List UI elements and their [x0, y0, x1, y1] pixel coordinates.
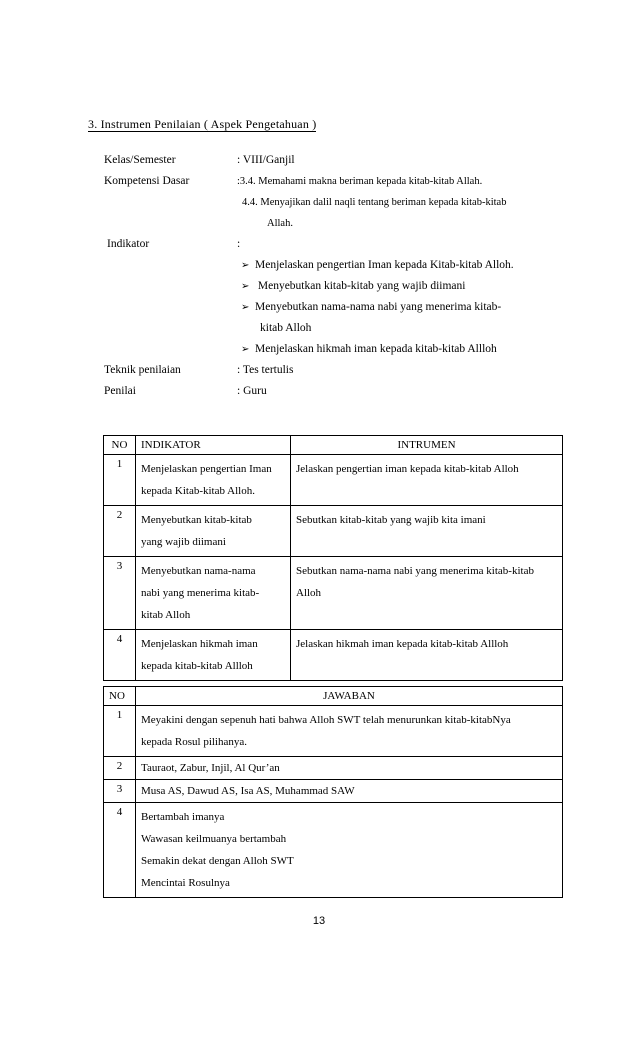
row-instrumen: [291, 557, 563, 630]
cell-line: kitab Alloh: [141, 609, 191, 621]
cell-line: kepada kitab-kitab Allloh: [141, 660, 253, 672]
table-row: [104, 803, 563, 898]
cell-line: Meyakini dengan sepenuh hati bahwa Alloh SWT telah menurunkan kitab-kitabNya: [141, 714, 511, 726]
table-header-row: [104, 687, 563, 706]
table-row: [104, 706, 563, 757]
row-jawaban: [136, 780, 563, 803]
cell-line: Menyebutkan nama-nama: [141, 565, 256, 577]
indikator-item-text: Menyebutkan nama-nama nabi yang menerima kitab-: [255, 301, 502, 313]
cell-line: kepada Kitab-kitab Alloh.: [141, 485, 255, 497]
row-jawaban: [136, 706, 563, 757]
row-indikator: [136, 455, 291, 506]
penilai-label: Penilai: [104, 385, 136, 397]
indikator-item-text: Menyebutkan kitab-kitab yang wajib diimani: [255, 280, 466, 292]
kelas-label: Kelas/Semester: [104, 154, 176, 166]
indikator-item: [104, 255, 564, 276]
row-no: 2: [104, 757, 136, 780]
kd-value-2a: 4.4. Menyajikan dalil naqli tentang beriman kepada kitab-kitab: [242, 197, 507, 208]
meta-row-penilai: [104, 381, 564, 402]
cell-line: kepada Rosul pilihanya.: [141, 736, 248, 748]
kd-label: Kompetensi Dasar: [104, 175, 190, 187]
cell-line: Jelaskan pengertian iman kepada kitab-kitab Alloh: [296, 463, 519, 475]
cell-line: Mencintai Rosulnya: [141, 877, 230, 889]
cell-line: Alloh: [296, 587, 322, 599]
table-row: [104, 506, 563, 557]
row-jawaban: [136, 803, 563, 898]
row-no: 4: [104, 803, 136, 898]
instrument-table: [103, 435, 563, 681]
header-no: NO: [104, 436, 136, 455]
section-heading: 3. Instrumen Penilaian ( Aspek Pengetahuan ): [88, 117, 317, 131]
kd-value-1: :3.4. Memahami makna beriman kepada kitab-kitab Allah.: [237, 176, 483, 187]
row-indikator: [136, 630, 291, 681]
cell-line: Menyebutkan kitab-kitab: [141, 514, 252, 526]
row-no: 1: [104, 706, 136, 757]
indikator-item-cont: [104, 318, 564, 339]
cell-line: Menjelaskan pengertian Iman: [141, 463, 272, 475]
indikator-item: [104, 276, 564, 297]
cell-line: Bertambah imanya: [141, 811, 225, 823]
arrow-bullet-icon: ➢: [241, 344, 250, 355]
table-row: [104, 630, 563, 681]
meta-row-kd: [104, 171, 564, 192]
cell-line: nabi yang menerima kitab-: [141, 587, 260, 599]
cell-line: Musa AS, Dawud AS, Isa AS, Muhammad SAW: [141, 785, 355, 797]
answer-table: [103, 686, 563, 898]
table-row: [104, 780, 563, 803]
teknik-value: : Tes tertulis: [237, 364, 294, 376]
cell-line: Tauraot, Zabur, Injil, Al Qur’an: [141, 762, 280, 774]
row-jawaban: [136, 757, 563, 780]
cell-line: yang wajib diimani: [141, 536, 226, 548]
meta-row-indikator: [104, 234, 564, 255]
row-instrumen: [291, 630, 563, 681]
cell-line: Semakin dekat dengan Alloh SWT: [141, 855, 294, 867]
row-no: 2: [104, 506, 136, 557]
meta-row-kelas: [104, 150, 564, 171]
header-jawaban: JAWABAN: [136, 687, 563, 706]
header-no: NO: [104, 687, 136, 706]
meta-row-kd-3: [104, 213, 564, 234]
indikator-item: [104, 297, 564, 318]
indikator-item-text: Menjelaskan hikmah iman kepada kitab-kitab Allloh: [255, 343, 497, 355]
row-no: 4: [104, 630, 136, 681]
kd-value-2b: Allah.: [267, 218, 293, 229]
indikator-item-cont-text: kitab Alloh: [260, 322, 312, 334]
arrow-bullet-icon: ➢: [241, 281, 250, 292]
header-instrumen: INTRUMEN: [291, 436, 563, 455]
kelas-value: : VIII/Ganjil: [237, 154, 295, 166]
indikator-label: Indikator: [107, 238, 150, 250]
row-instrumen: [291, 506, 563, 557]
penilai-value: : Guru: [237, 385, 267, 397]
header-indikator: INDIKATOR: [136, 436, 291, 455]
cell-line: Menjelaskan hikmah iman: [141, 638, 258, 650]
row-indikator: [136, 506, 291, 557]
meta-row-teknik: [104, 360, 564, 381]
indikator-item: [104, 339, 564, 360]
page-number: 13: [312, 915, 326, 927]
arrow-bullet-icon: ➢: [241, 302, 250, 313]
table-row: [104, 757, 563, 780]
meta-row-kd-2: [104, 192, 564, 213]
row-indikator: [136, 557, 291, 630]
indikator-colon: :: [237, 238, 241, 250]
row-no: 3: [104, 557, 136, 630]
row-instrumen: [291, 455, 563, 506]
table-row: [104, 557, 563, 630]
cell-line: Sebutkan kitab-kitab yang wajib kita imani: [296, 514, 486, 526]
cell-line: Jelaskan hikmah iman kepada kitab-kitab Allloh: [296, 638, 509, 650]
row-no: 1: [104, 455, 136, 506]
teknik-label: Teknik penilaian: [104, 364, 181, 376]
arrow-bullet-icon: ➢: [241, 260, 250, 271]
assessment-meta: [104, 150, 564, 402]
table-header-row: [104, 436, 563, 455]
cell-line: Wawasan keilmuanya bertambah: [141, 833, 287, 845]
row-no: 3: [104, 780, 136, 803]
table-row: [104, 455, 563, 506]
cell-line: Sebutkan nama-nama nabi yang menerima kitab-kitab: [296, 565, 534, 577]
indikator-item-text: Menjelaskan pengertian Iman kepada Kitab-kitab Alloh.: [255, 259, 514, 271]
